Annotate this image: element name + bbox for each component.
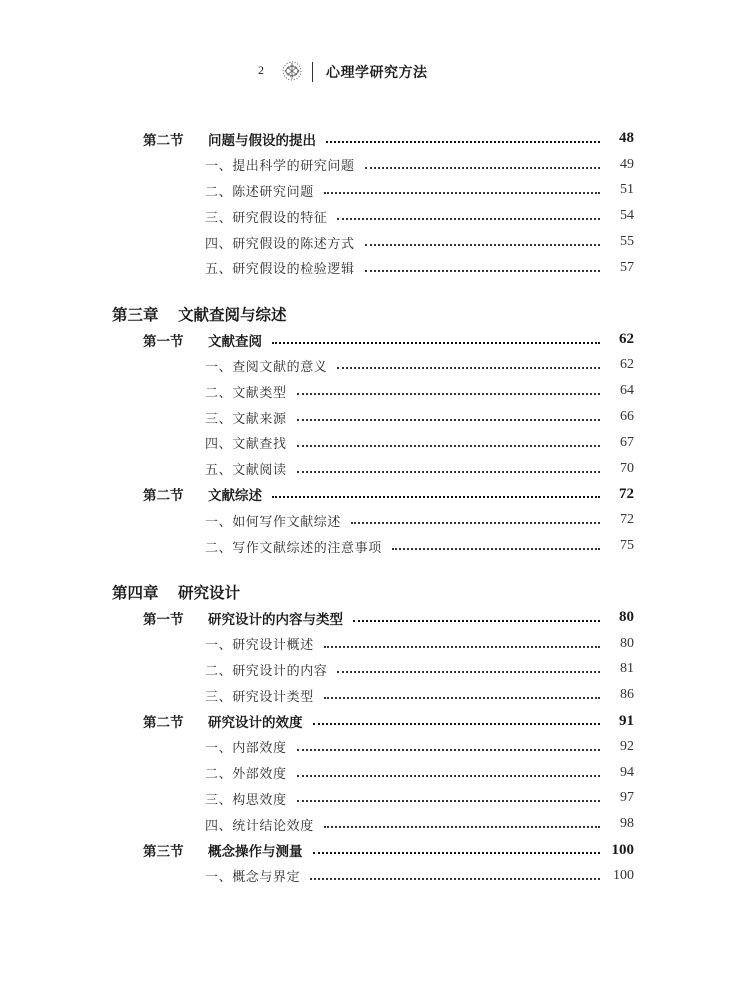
- dot-leader: [351, 522, 600, 524]
- dot-leader: [297, 800, 600, 802]
- page-ref: 81: [620, 661, 634, 677]
- subsection-title: 五、研究假设的检验逻辑: [205, 262, 355, 278]
- subsection-entry: [0, 178, 750, 204]
- section-title-wrap: [208, 711, 634, 731]
- subsection-title-wrap: [205, 382, 634, 401]
- section-entry: [0, 126, 750, 152]
- dot-leader: [297, 445, 600, 447]
- chapter-title: 研究设计: [178, 582, 241, 602]
- subsection-entry: [0, 734, 750, 760]
- subsection-entry: [0, 682, 750, 708]
- subsection-title-wrap: [205, 459, 634, 478]
- dot-leader: [272, 342, 600, 344]
- section-title: 研究设计的内容与类型: [208, 611, 343, 628]
- dot-leader: [337, 671, 600, 673]
- subsection-title: 三、研究假设的特征: [205, 210, 328, 226]
- subsection-title: 二、研究设计的内容: [205, 663, 328, 679]
- dot-leader: [297, 419, 600, 421]
- dot-leader: [353, 620, 600, 622]
- dot-leader: [365, 244, 600, 246]
- subsection-entry: [0, 786, 750, 812]
- subsection-title-wrap: [205, 155, 634, 174]
- subsection-entry: [0, 456, 750, 482]
- subsection-entry: [0, 657, 750, 683]
- subsection-title-wrap: [205, 207, 634, 226]
- subsection-title-wrap: [205, 356, 634, 375]
- subsection-title-wrap: [205, 866, 634, 885]
- subsection-title-wrap: [205, 686, 634, 705]
- dot-leader: [326, 141, 600, 143]
- section-title: 概念操作与测量: [208, 844, 303, 861]
- dot-leader: [392, 548, 600, 550]
- subsection-title-wrap: [205, 763, 634, 782]
- subsection-entry: [0, 811, 750, 837]
- dot-leader: [337, 218, 600, 220]
- page-ref: 51: [620, 182, 634, 198]
- dot-leader: [324, 192, 600, 194]
- section-title: 研究设计的效度: [208, 715, 303, 732]
- section-number: 第一节: [143, 611, 184, 628]
- dot-leader: [324, 697, 600, 699]
- dot-leader: [313, 723, 601, 725]
- page-ref: 75: [620, 538, 634, 554]
- subsection-title: 一、概念与界定: [205, 870, 301, 886]
- subsection-title: 二、陈述研究问题: [205, 184, 314, 200]
- chapter-heading: [0, 301, 750, 327]
- subsection-entry: [0, 863, 750, 889]
- table-of-contents: [0, 126, 750, 889]
- subsection-title: 一、查阅文献的意义: [205, 359, 328, 375]
- subsection-title-wrap: [205, 258, 634, 277]
- dot-leader: [324, 646, 600, 648]
- subsection-title-wrap: [205, 815, 634, 834]
- dot-leader: [365, 167, 600, 169]
- subsection-entry: [0, 533, 750, 559]
- subsection-title: 四、研究假设的陈述方式: [205, 236, 355, 252]
- subsection-entry: [0, 353, 750, 379]
- page-ref: 48: [619, 130, 634, 147]
- page-ref: 54: [620, 208, 634, 224]
- section-entry: [0, 327, 750, 353]
- page-ref: 80: [620, 635, 634, 651]
- section-entry: [0, 837, 750, 863]
- page-ref: 72: [620, 512, 634, 528]
- subsection-entry: [0, 631, 750, 657]
- subsection-title: 二、外部效度: [205, 767, 287, 783]
- subsection-title-wrap: [205, 408, 634, 427]
- page-ref: 72: [619, 485, 634, 502]
- section-title-wrap: [208, 484, 634, 504]
- subsection-entry: [0, 507, 750, 533]
- subsection-entry: [0, 255, 750, 281]
- subsection-title-wrap: [205, 634, 634, 653]
- header-divider: [312, 62, 313, 82]
- subsection-title: 二、文献类型: [205, 385, 287, 401]
- page-ref: 97: [620, 790, 634, 806]
- section-number: 第二节: [143, 132, 184, 149]
- dot-leader: [297, 393, 600, 395]
- page-ref: 70: [620, 460, 634, 476]
- page-ref: 62: [619, 331, 634, 348]
- leaf-ornament-icon: [279, 58, 305, 84]
- page-ref: 98: [620, 816, 634, 832]
- section-title-wrap: [208, 608, 634, 628]
- chapter-title: 文献查阅与综述: [178, 304, 287, 324]
- subsection-title-wrap: [205, 433, 634, 452]
- subsection-title: 一、内部效度: [205, 741, 287, 757]
- subsection-title: 五、文献阅读: [205, 463, 287, 479]
- subsection-title: 三、研究设计类型: [205, 689, 314, 705]
- page-number: 2: [258, 63, 264, 77]
- section-entry: [0, 708, 750, 734]
- subsection-title-wrap: [205, 660, 634, 679]
- section-title-wrap: [208, 129, 634, 149]
- subsection-title: 一、研究设计概述: [205, 638, 314, 654]
- dot-leader: [313, 852, 601, 854]
- subsection-title: 一、如何写作文献综述: [205, 514, 342, 530]
- subsection-entry: [0, 430, 750, 456]
- section-number: 第三节: [143, 844, 184, 861]
- dot-leader: [297, 471, 600, 473]
- subsection-title: 三、文献来源: [205, 411, 287, 427]
- dot-leader: [324, 826, 600, 828]
- page-ref: 55: [620, 234, 634, 250]
- page-ref: 91: [619, 712, 634, 729]
- subsection-entry: [0, 203, 750, 229]
- subsection-title: 一、提出科学的研究问题: [205, 159, 355, 175]
- subsection-entry: [0, 152, 750, 178]
- dot-leader: [297, 749, 600, 751]
- subsection-title-wrap: [205, 737, 634, 756]
- subsection-title: 四、统计结论效度: [205, 818, 314, 834]
- subsection-entry: [0, 760, 750, 786]
- subsection-entry: [0, 378, 750, 404]
- section-entry: [0, 605, 750, 631]
- subsection-title-wrap: [205, 537, 634, 556]
- section-title-wrap: [208, 330, 634, 350]
- subsection-title-wrap: [205, 789, 634, 808]
- section-title: 问题与假设的提出: [208, 132, 316, 149]
- subsection-title-wrap: [205, 181, 634, 200]
- page-ref: 57: [620, 259, 634, 275]
- page-ref: 49: [620, 156, 634, 172]
- page-ref: 64: [620, 383, 634, 399]
- subsection-title: 三、构思效度: [205, 792, 287, 808]
- page-ref: 86: [620, 687, 634, 703]
- section-number: 第二节: [143, 715, 184, 732]
- chapter-number: 第三章: [112, 304, 159, 324]
- dot-leader: [365, 270, 600, 272]
- subsection-entry: [0, 229, 750, 255]
- page-ref: 94: [620, 764, 634, 780]
- page-ref: 67: [620, 434, 634, 450]
- book-title: 心理学研究方法: [326, 65, 428, 81]
- dot-leader: [310, 878, 600, 880]
- page-header: [0, 58, 750, 86]
- section-title: 文献查阅: [208, 333, 262, 350]
- page-ref: 100: [613, 867, 634, 883]
- subsection-title-wrap: [205, 511, 634, 530]
- subsection-title: 二、写作文献综述的注意事项: [205, 540, 382, 556]
- subsection-title-wrap: [205, 233, 634, 252]
- chapter-number: 第四章: [112, 582, 159, 602]
- section-number: 第二节: [143, 488, 184, 505]
- section-title: 文献综述: [208, 488, 262, 505]
- page-ref: 66: [620, 409, 634, 425]
- section-number: 第一节: [143, 333, 184, 350]
- page-ref: 92: [620, 738, 634, 754]
- page-ref: 62: [620, 357, 634, 373]
- section-title-wrap: [208, 840, 634, 860]
- section-entry: [0, 482, 750, 508]
- dot-leader: [272, 496, 600, 498]
- chapter-heading: [0, 579, 750, 605]
- page-ref: 80: [619, 609, 634, 626]
- dot-leader: [297, 775, 600, 777]
- subsection-title: 四、文献查找: [205, 437, 287, 453]
- dot-leader: [337, 367, 600, 369]
- page-ref: 100: [611, 841, 634, 858]
- subsection-entry: [0, 404, 750, 430]
